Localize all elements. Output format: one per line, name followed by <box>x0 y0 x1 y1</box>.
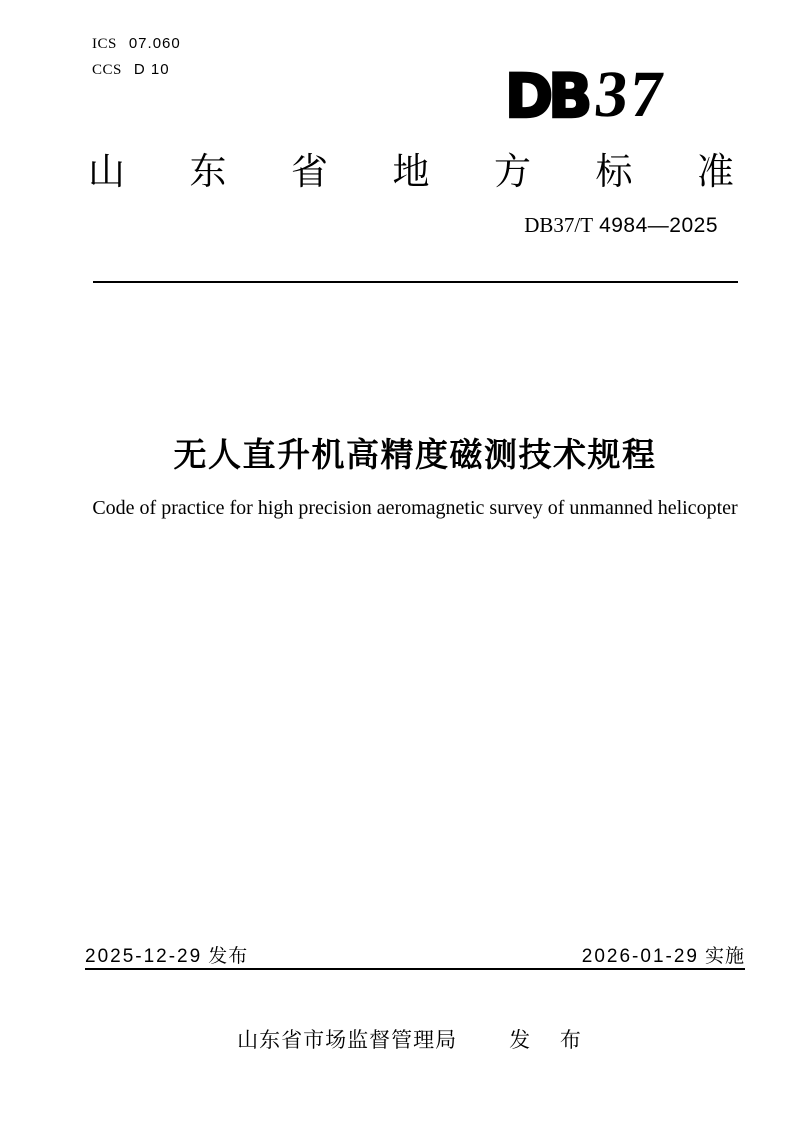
classification-codes <box>92 31 181 83</box>
issue-label: 发布 <box>208 946 249 967</box>
date-row <box>85 941 745 968</box>
standard-type-title <box>88 152 734 193</box>
ccs-value: D 10 <box>133 61 170 78</box>
ccs-line <box>92 57 181 83</box>
document-title-english: Code of practice for high precision aeromagnetic survey of unmanned helicopter <box>92 497 738 519</box>
db37-logo <box>505 58 670 132</box>
issue-date: 2025-12-29 <box>85 946 203 967</box>
issue-date-group <box>85 941 248 968</box>
ics-label: ICS <box>92 36 117 52</box>
document-title-chinese: 无人直升机高精度磁测技术规程 <box>173 436 657 473</box>
implement-date-group <box>582 941 745 968</box>
publish-label: 发 布 <box>509 1029 593 1052</box>
top-divider-line <box>93 281 738 283</box>
db37-logo-db: DB <box>505 60 588 132</box>
standard-name-char: 东 <box>189 151 227 192</box>
standard-code-number: 4984—2025 <box>599 214 718 237</box>
publisher-name: 山东省市场监督管理局 <box>237 1029 458 1052</box>
standard-code-prefix: DB37/T <box>524 213 594 237</box>
standard-name-char: 地 <box>392 151 430 192</box>
db37-logo-number: 37 <box>591 58 670 131</box>
bottom-divider-line <box>85 968 745 970</box>
standard-name-char: 山 <box>88 151 125 192</box>
standard-name-char: 方 <box>494 151 531 192</box>
implement-date: 2026-01-29 <box>581 946 699 967</box>
standard-name-char: 省 <box>291 151 328 192</box>
standard-name-char: 准 <box>697 151 734 192</box>
standard-code <box>524 213 718 238</box>
standard-name-char: 标 <box>595 151 633 192</box>
implement-label: 实施 <box>704 946 745 967</box>
publisher-row <box>88 1024 742 1054</box>
ics-line <box>92 31 181 57</box>
ics-value: 07.060 <box>128 35 181 52</box>
ccs-label: CCS <box>92 62 122 78</box>
